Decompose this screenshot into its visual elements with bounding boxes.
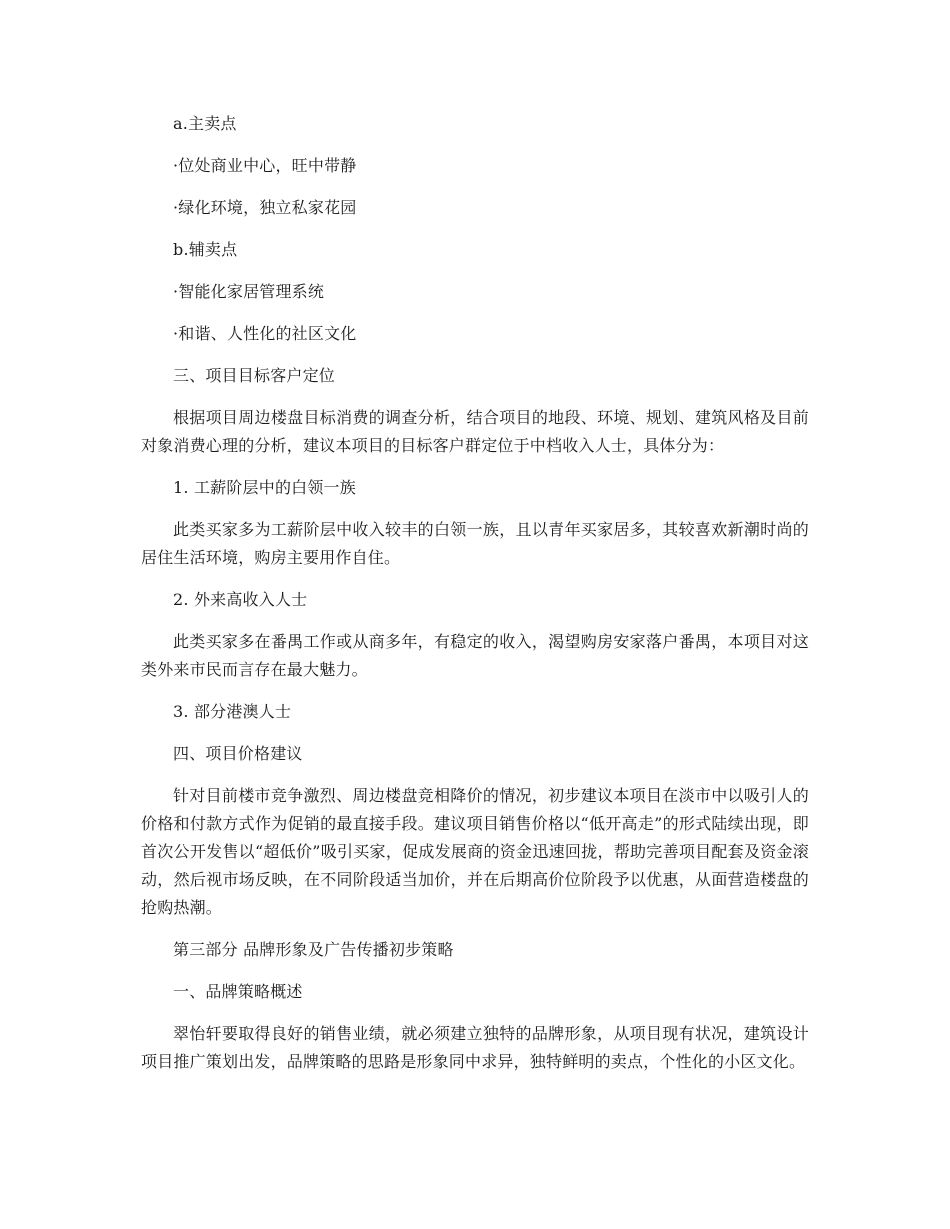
paragraph-high-income: 此类买家多在番禺工作或从商多年，有稳定的收入，渴望购房安家落户番禺，本项目对这类外来市民而言存在最大魅力。 xyxy=(141,632,809,679)
main-selling-points-heading: a.主卖点 xyxy=(173,114,237,133)
selling-point-community: ·和谐、人性化的社区文化 xyxy=(173,324,357,343)
paragraph-brand-overview: 翠怡轩要取得良好的销售业绩，就必须建立独特的品牌形象，从项目现有状况，建筑设计项目推广策划出发，品牌策略的思路是形象同中求异，独特鲜明的卖点，个性化的小区文化。 xyxy=(141,1024,809,1071)
secondary-selling-points-heading: b.辅卖点 xyxy=(173,240,238,259)
document-body xyxy=(141,110,809,1090)
subheading-hk-macau: 3. 部分港澳人士 xyxy=(173,702,292,721)
paragraph-white-collar: 此类买家多为工薪阶层中收入较丰的白领一族，且以青年买家居多，其较喜欢新潮时尚的居住生活环境，购房主要用作自住。 xyxy=(141,520,809,567)
subheading-white-collar: 1. 工薪阶层中的白领一族 xyxy=(173,478,356,497)
selling-point-garden: ·绿化环境，独立私家花园 xyxy=(173,198,357,217)
section-heading-target-customers: 三、项目目标客户定位 xyxy=(173,366,336,385)
paragraph-pricing: 针对目前楼市竞争激烈、周边楼盘竞相降价的情况，初步建议本项目在淡市中以吸引人的价格和付款方式作为促销的最直接手段。建议项目销售价格以“低开高走”的形式陆续出现，即首次公开发售以“超低价”吸引买家，促成发展商的资金迅速回拢，帮助完善项目配套及资金滚动，然后视市场反映，在不同阶段适当加价，并在后期高价位阶段予以优惠，从面营造楼盘的抢购热潮。 xyxy=(141,786,809,917)
selling-point-location: ·位处商业中心，旺中带静 xyxy=(173,156,357,175)
selling-point-smart-home: ·智能化家居管理系统 xyxy=(173,282,325,301)
part-heading-brand-strategy: 第三部分 品牌形象及广告传播初步策略 xyxy=(173,940,454,959)
section-heading-pricing: 四、项目价格建议 xyxy=(173,744,303,763)
paragraph-target-analysis: 根据项目周边楼盘目标消费的调查分析，结合项目的地段、环境、规划、建筑风格及目前对象消费心理的分析，建议本项目的目标客户群定位于中档收入人士，具体分为： xyxy=(141,408,809,455)
subheading-high-income: 2. 外来高收入人士 xyxy=(173,590,308,609)
section-heading-brand-overview: 一、品牌策略概述 xyxy=(173,982,303,1001)
